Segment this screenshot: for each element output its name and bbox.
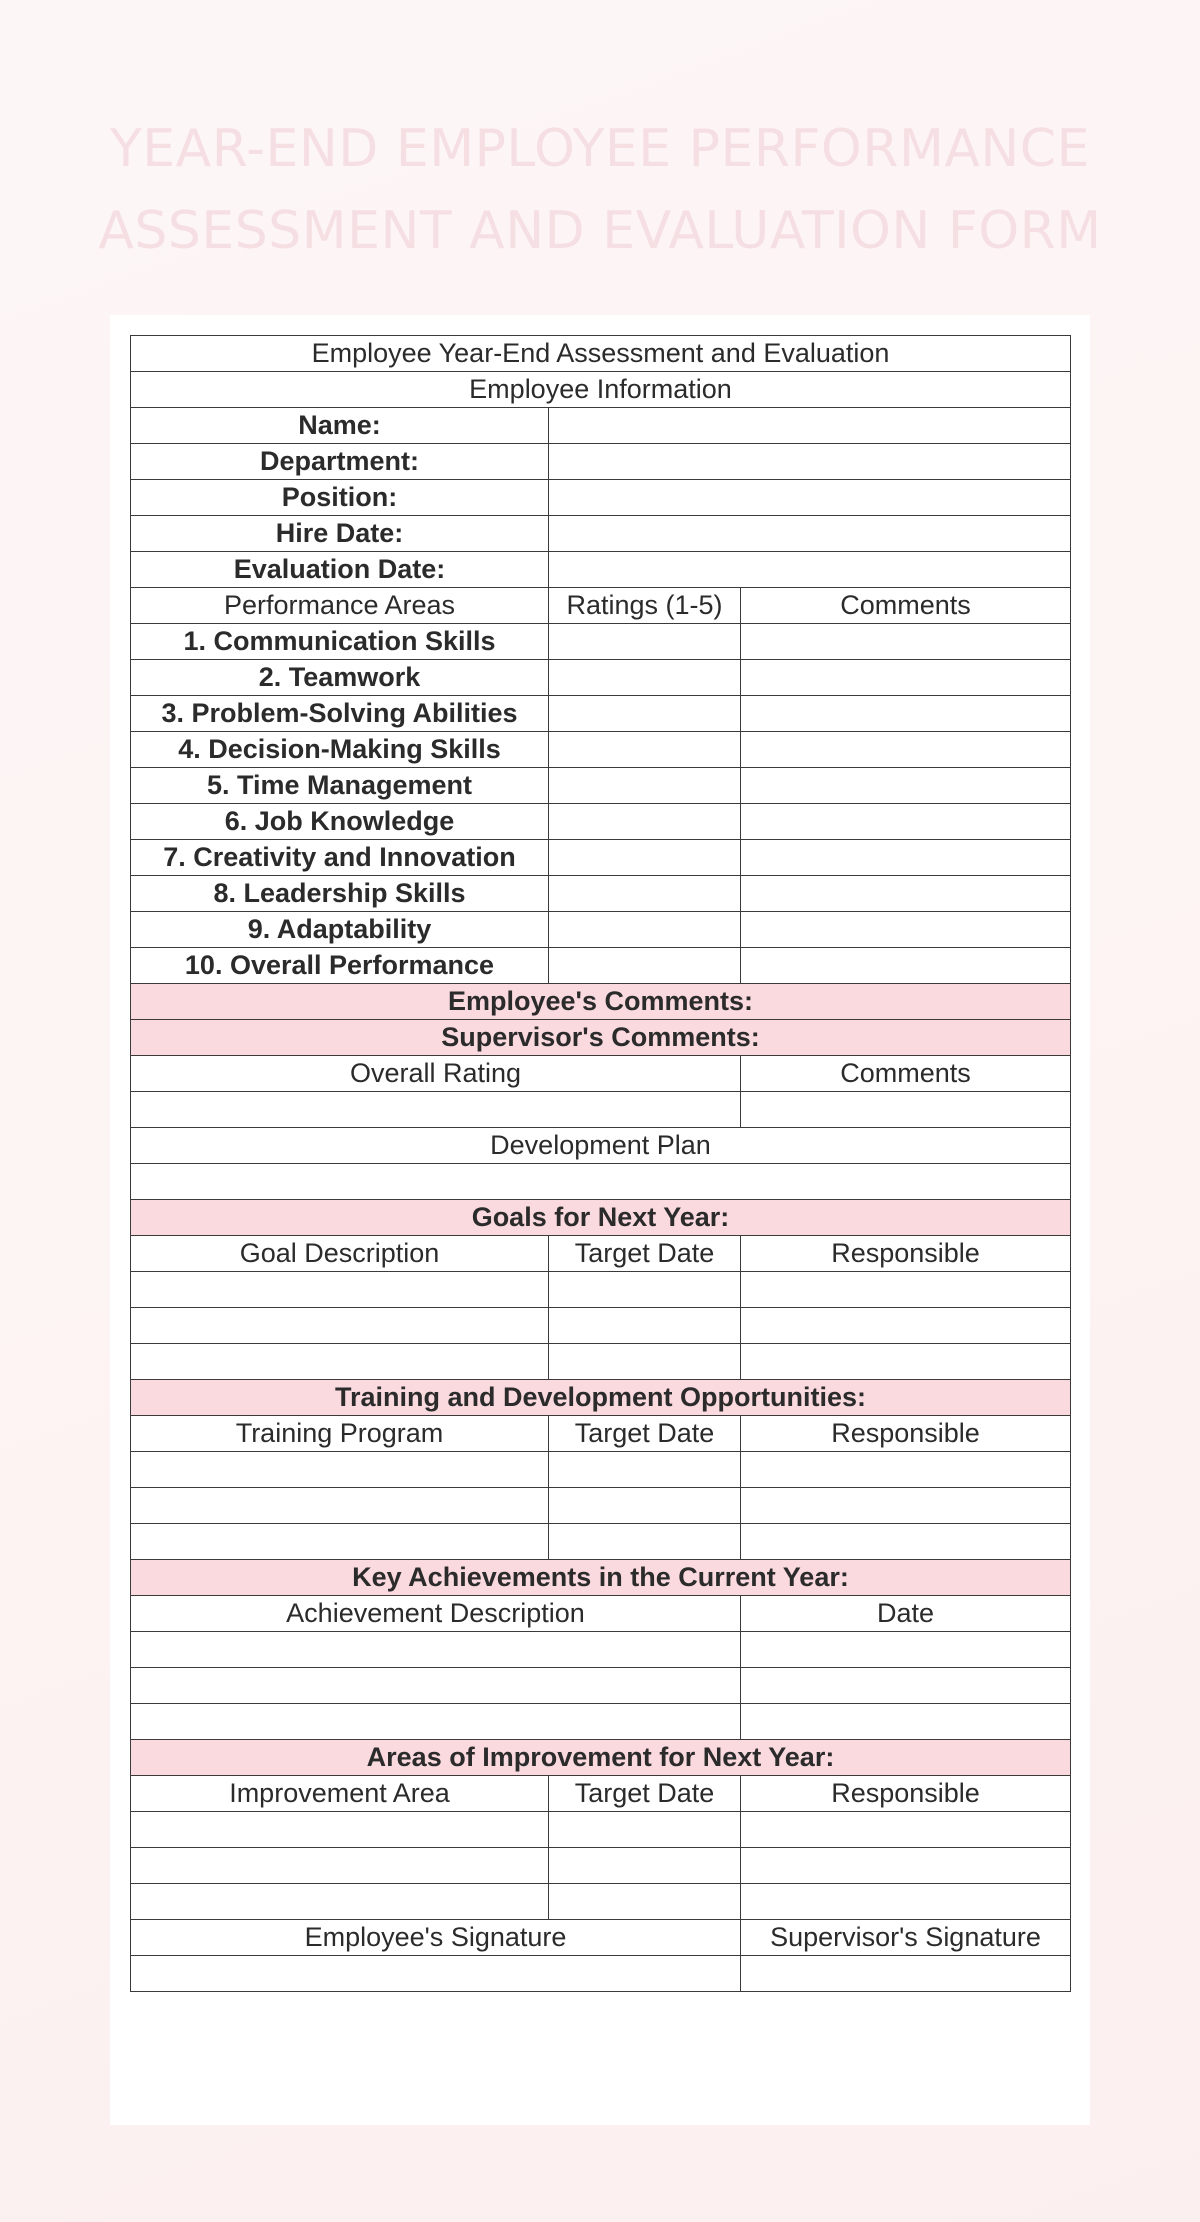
comment-cell[interactable]	[741, 876, 1071, 912]
achievements-section-title: Key Achievements in the Current Year:	[131, 1560, 1071, 1596]
employee-info-header: Employee Information	[131, 372, 1071, 408]
comment-cell[interactable]	[741, 948, 1071, 984]
rating-cell[interactable]	[549, 624, 741, 660]
training-responsible-cell[interactable]	[741, 1452, 1071, 1488]
page-title	[0, 108, 1200, 272]
employee-signature-label: Employee's Signature	[131, 1920, 741, 1956]
performance-row	[131, 768, 1071, 804]
performance-row	[131, 696, 1071, 732]
achievements-title-row	[131, 1560, 1071, 1596]
rating-cell[interactable]	[549, 696, 741, 732]
improvement-target-date-header: Target Date	[549, 1776, 741, 1812]
training-target-date-cell[interactable]	[549, 1452, 741, 1488]
improvement-target-date-cell[interactable]	[549, 1848, 741, 1884]
overall-input-row	[131, 1092, 1071, 1128]
improvement-header-row	[131, 1776, 1071, 1812]
supervisor-comments-row	[131, 1020, 1071, 1056]
goal-row	[131, 1272, 1071, 1308]
supervisor-signature-label: Supervisor's Signature	[741, 1920, 1071, 1956]
development-plan-header: Development Plan	[131, 1128, 1071, 1164]
comment-cell[interactable]	[741, 840, 1071, 876]
page-title-line-2: ASSESSMENT AND EVALUATION FORM	[98, 201, 1102, 261]
performance-row	[131, 624, 1071, 660]
performance-area-label: 4. Decision-Making Skills	[131, 732, 549, 768]
training-program-cell[interactable]	[131, 1524, 549, 1560]
goal-description-cell[interactable]	[131, 1272, 549, 1308]
performance-area-label: 8. Leadership Skills	[131, 876, 549, 912]
performance-area-label: 9. Adaptability	[131, 912, 549, 948]
signatures-input-row	[131, 1956, 1071, 1992]
improvement-responsible-cell[interactable]	[741, 1848, 1071, 1884]
employee-comments-header: Employee's Comments:	[131, 984, 1071, 1020]
improvement-target-date-cell[interactable]	[549, 1812, 741, 1848]
comment-cell[interactable]	[741, 624, 1071, 660]
field-label-department: Department:	[131, 444, 549, 480]
goals-header-row	[131, 1236, 1071, 1272]
comment-cell[interactable]	[741, 768, 1071, 804]
goal-description-header: Goal Description	[131, 1236, 549, 1272]
overall-rating-cell[interactable]	[131, 1092, 741, 1128]
achievement-description-header: Achievement Description	[131, 1596, 741, 1632]
training-target-date-cell[interactable]	[549, 1488, 741, 1524]
field-input-position[interactable]	[549, 480, 1071, 516]
supervisor-comments-header: Supervisor's Comments:	[131, 1020, 1071, 1056]
comment-cell[interactable]	[741, 732, 1071, 768]
development-plan-row	[131, 1128, 1071, 1164]
goal-responsible-cell[interactable]	[741, 1308, 1071, 1344]
goals-title-row	[131, 1200, 1071, 1236]
comment-cell[interactable]	[741, 696, 1071, 732]
improvement-target-date-cell[interactable]	[549, 1884, 741, 1920]
goal-description-cell[interactable]	[131, 1344, 549, 1380]
overall-header-row	[131, 1056, 1071, 1092]
achievement-date-cell[interactable]	[741, 1632, 1071, 1668]
rating-cell[interactable]	[549, 912, 741, 948]
performance-area-label: 2. Teamwork	[131, 660, 549, 696]
goal-target-date-header: Target Date	[549, 1236, 741, 1272]
employee-info-header-row	[131, 372, 1071, 408]
field-input-hire-date[interactable]	[549, 516, 1071, 552]
rating-cell[interactable]	[549, 840, 741, 876]
evaluation-form-table	[130, 335, 1071, 1992]
comment-cell[interactable]	[741, 912, 1071, 948]
improvement-responsible-cell[interactable]	[741, 1812, 1071, 1848]
improvement-area-cell[interactable]	[131, 1884, 549, 1920]
performance-area-label: 6. Job Knowledge	[131, 804, 549, 840]
info-row-department	[131, 444, 1071, 480]
info-row-evaluation-date	[131, 552, 1071, 588]
comment-cell[interactable]	[741, 660, 1071, 696]
training-title-row	[131, 1380, 1071, 1416]
achievement-row	[131, 1704, 1071, 1740]
training-target-date-cell[interactable]	[549, 1524, 741, 1560]
training-responsible-header: Responsible	[741, 1416, 1071, 1452]
achievement-row	[131, 1668, 1071, 1704]
improvement-row	[131, 1848, 1071, 1884]
performance-row	[131, 804, 1071, 840]
goal-responsible-header: Responsible	[741, 1236, 1071, 1272]
development-plan-cell[interactable]	[131, 1164, 1071, 1200]
development-plan-input-row	[131, 1164, 1071, 1200]
overall-rating-header: Overall Rating	[131, 1056, 741, 1092]
training-row	[131, 1452, 1071, 1488]
rating-cell[interactable]	[549, 732, 741, 768]
improvement-responsible-header: Responsible	[741, 1776, 1071, 1812]
improvement-row	[131, 1812, 1071, 1848]
field-label-hire-date: Hire Date:	[131, 516, 549, 552]
achievement-row	[131, 1632, 1071, 1668]
goal-target-date-cell[interactable]	[549, 1272, 741, 1308]
form-heading-row	[131, 336, 1071, 372]
field-label-evaluation-date: Evaluation Date:	[131, 552, 549, 588]
performance-row	[131, 840, 1071, 876]
training-program-cell[interactable]	[131, 1452, 549, 1488]
comments-header: Comments	[741, 588, 1071, 624]
achievement-description-cell[interactable]	[131, 1668, 741, 1704]
ratings-header: Ratings (1-5)	[549, 588, 741, 624]
rating-cell[interactable]	[549, 948, 741, 984]
performance-row	[131, 912, 1071, 948]
info-row-name	[131, 408, 1071, 444]
signatures-header-row	[131, 1920, 1071, 1956]
improvement-area-cell[interactable]	[131, 1812, 549, 1848]
comment-cell[interactable]	[741, 804, 1071, 840]
performance-row	[131, 660, 1071, 696]
training-header-row	[131, 1416, 1071, 1452]
goal-row	[131, 1344, 1071, 1380]
improvement-responsible-cell[interactable]	[741, 1884, 1071, 1920]
improvement-area-header: Improvement Area	[131, 1776, 549, 1812]
employee-signature-cell[interactable]	[131, 1956, 741, 1992]
performance-header-row	[131, 588, 1071, 624]
training-program-header: Training Program	[131, 1416, 549, 1452]
rating-cell[interactable]	[549, 660, 741, 696]
improvement-title-row	[131, 1740, 1071, 1776]
training-row	[131, 1488, 1071, 1524]
rating-cell[interactable]	[549, 876, 741, 912]
field-input-department[interactable]	[549, 444, 1071, 480]
overall-comments-cell[interactable]	[741, 1092, 1071, 1128]
goal-target-date-cell[interactable]	[549, 1344, 741, 1380]
improvement-area-cell[interactable]	[131, 1848, 549, 1884]
goal-responsible-cell[interactable]	[741, 1344, 1071, 1380]
info-row-hire-date	[131, 516, 1071, 552]
training-target-date-header: Target Date	[549, 1416, 741, 1452]
overall-comments-header: Comments	[741, 1056, 1071, 1092]
achievement-date-header: Date	[741, 1596, 1071, 1632]
form-heading: Employee Year-End Assessment and Evaluation	[131, 336, 1071, 372]
improvement-section-title: Areas of Improvement for Next Year:	[131, 1740, 1071, 1776]
performance-row	[131, 732, 1071, 768]
training-responsible-cell[interactable]	[741, 1524, 1071, 1560]
goal-target-date-cell[interactable]	[549, 1308, 741, 1344]
performance-area-label: 1. Communication Skills	[131, 624, 549, 660]
performance-row	[131, 948, 1071, 984]
field-label-position: Position:	[131, 480, 549, 516]
performance-row	[131, 876, 1071, 912]
achievements-header-row	[131, 1596, 1071, 1632]
rating-cell[interactable]	[549, 768, 741, 804]
employee-comments-row	[131, 984, 1071, 1020]
goal-row	[131, 1308, 1071, 1344]
goal-responsible-cell[interactable]	[741, 1272, 1071, 1308]
performance-areas-header: Performance Areas	[131, 588, 549, 624]
field-input-name[interactable]	[549, 408, 1071, 444]
achievement-description-cell[interactable]	[131, 1632, 741, 1668]
supervisor-signature-cell[interactable]	[741, 1956, 1071, 1992]
goals-section-title: Goals for Next Year:	[131, 1200, 1071, 1236]
performance-area-label: 3. Problem-Solving Abilities	[131, 696, 549, 732]
training-row	[131, 1524, 1071, 1560]
performance-area-label: 7. Creativity and Innovation	[131, 840, 549, 876]
training-responsible-cell[interactable]	[741, 1488, 1071, 1524]
rating-cell[interactable]	[549, 804, 741, 840]
field-input-evaluation-date[interactable]	[549, 552, 1071, 588]
performance-area-label: 10. Overall Performance	[131, 948, 549, 984]
training-section-title: Training and Development Opportunities:	[131, 1380, 1071, 1416]
training-program-cell[interactable]	[131, 1488, 549, 1524]
achievement-description-cell[interactable]	[131, 1704, 741, 1740]
page-title-line-1: YEAR-END EMPLOYEE PERFORMANCE	[110, 119, 1090, 179]
achievement-date-cell[interactable]	[741, 1704, 1071, 1740]
info-row-position	[131, 480, 1071, 516]
improvement-row	[131, 1884, 1071, 1920]
field-label-name: Name:	[131, 408, 549, 444]
achievement-date-cell[interactable]	[741, 1668, 1071, 1704]
performance-area-label: 5. Time Management	[131, 768, 549, 804]
goal-description-cell[interactable]	[131, 1308, 549, 1344]
